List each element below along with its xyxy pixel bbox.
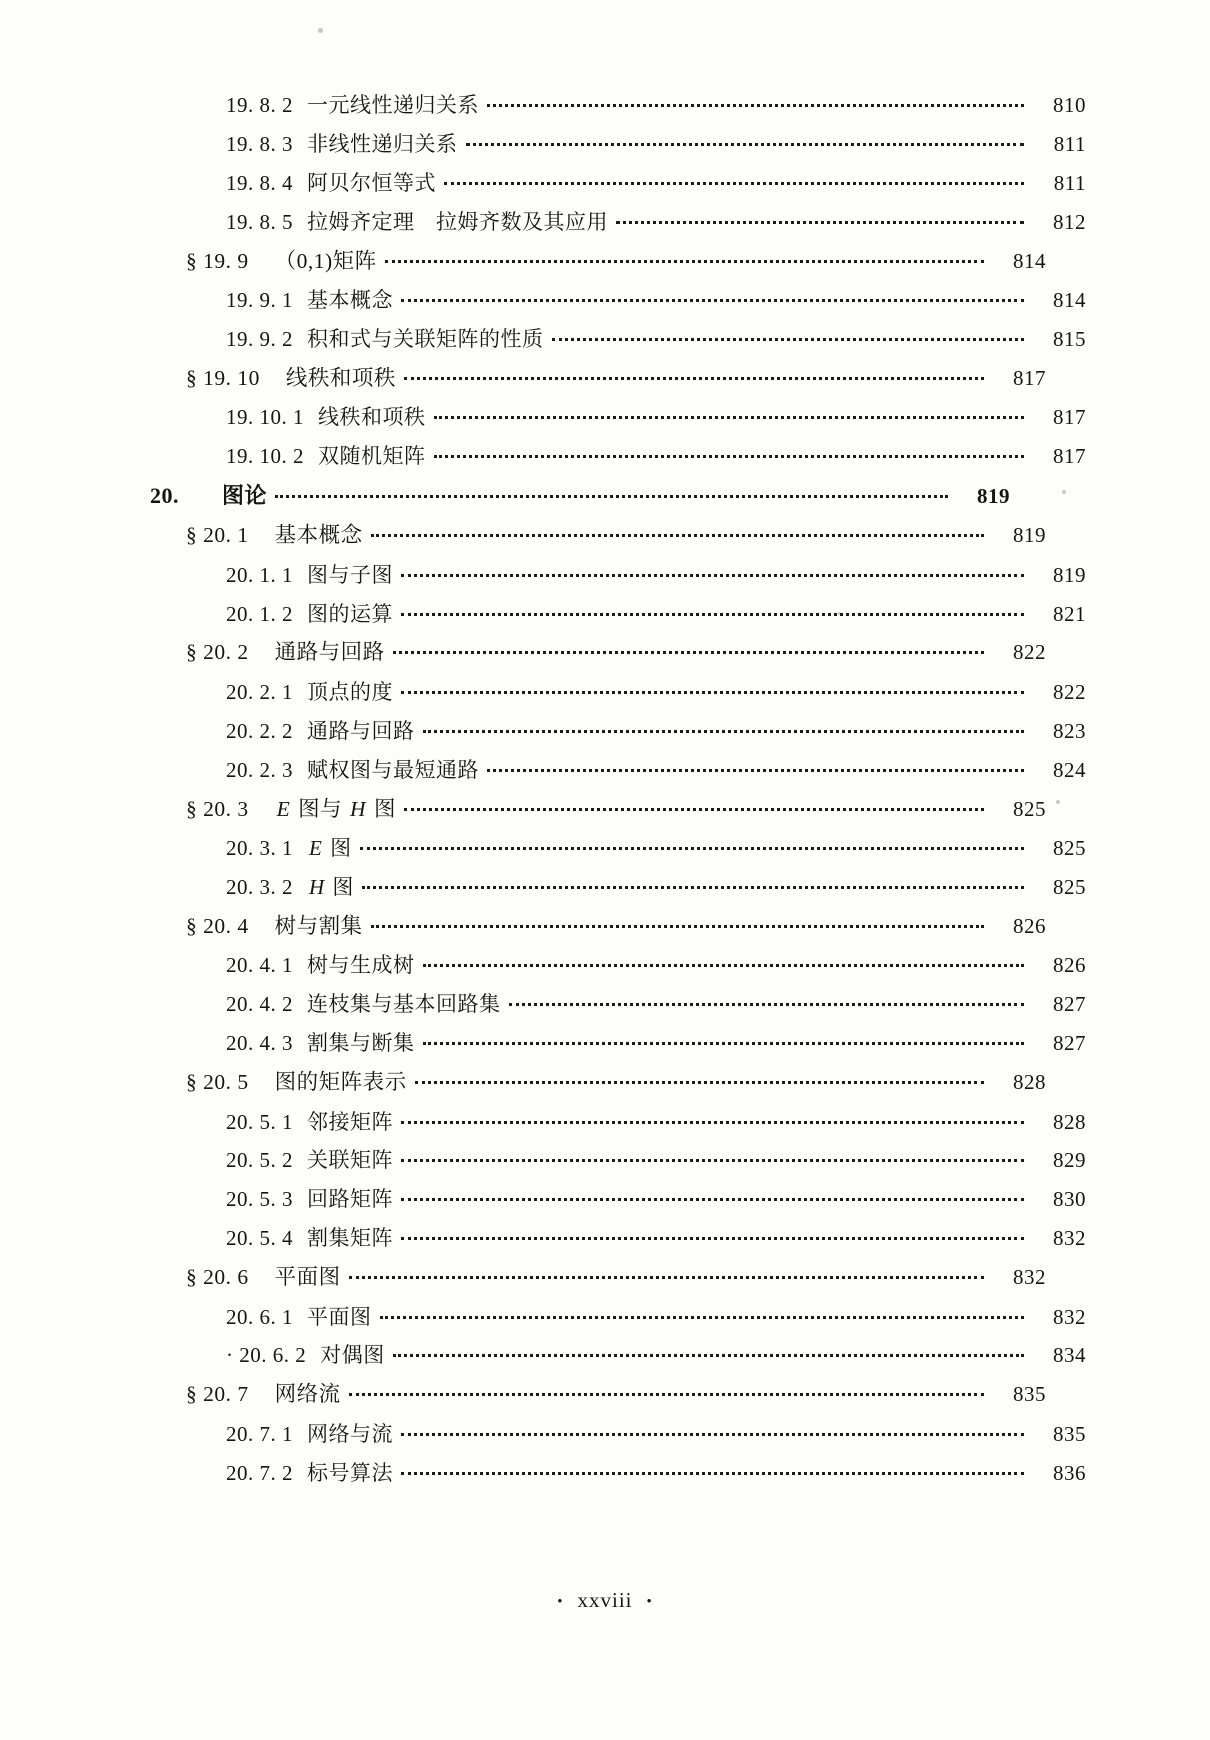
toc-leader-dots: [404, 377, 984, 380]
toc-entry-label: [226, 1225, 393, 1252]
toc-entry-page-number: 834: [1053, 1343, 1086, 1368]
math-italic-letter: E: [276, 796, 291, 821]
toc-entry-title: 线秩和项秩: [318, 405, 426, 430]
toc-entry-number: 19. 8. 4: [226, 170, 293, 195]
toc-entry-title: 拉姆齐定理 拉姆齐数及其应用: [307, 209, 608, 234]
toc-entry-label: [226, 1304, 372, 1331]
toc-entry-label: [226, 952, 415, 979]
toc-leader-dots: [434, 455, 1025, 458]
toc-leader-dots: [401, 1433, 1024, 1436]
toc-entry-label: [226, 443, 426, 470]
toc-entry[interactable]: [150, 991, 1086, 1018]
toc-entry-number: 20.: [150, 483, 179, 509]
toc-entry-title: 割集与断集: [307, 1031, 415, 1056]
toc-entry-page-number: 825: [1053, 836, 1086, 861]
toc-entry-number: § 20. 6: [186, 1265, 249, 1290]
toc-entry[interactable]: [150, 1381, 1046, 1409]
toc-entry-page-number: 835: [1013, 1382, 1046, 1407]
toc-entry-title: 图论: [222, 483, 268, 509]
toc-entry-label: [226, 718, 415, 745]
toc-entry[interactable]: [150, 1460, 1086, 1487]
toc-entry[interactable]: [150, 287, 1086, 314]
toc-entry-number: 19. 8. 2: [226, 93, 293, 117]
toc-entry-page-number: 817: [1053, 405, 1086, 430]
toc-leader-dots: [371, 925, 984, 928]
toc-entry[interactable]: [150, 874, 1086, 901]
scan-speckle: [1062, 490, 1066, 494]
toc-leader-dots: [423, 1042, 1025, 1045]
toc-entry[interactable]: [150, 679, 1086, 706]
toc-leader-dots: [616, 221, 1024, 224]
toc-entry[interactable]: [150, 835, 1086, 862]
toc-entry-number: 20. 6. 1: [226, 1304, 293, 1329]
toc-entry-number: § 19. 10: [186, 365, 260, 390]
toc-entry[interactable]: [150, 952, 1086, 979]
toc-entry-page-number: 810: [1053, 93, 1086, 117]
toc-entry-number: 20. 5. 4: [226, 1226, 293, 1251]
toc-entry-label: [226, 1109, 393, 1136]
toc-entry-page-number: 814: [1053, 288, 1086, 313]
toc-entry-title: 阿贝尔恒等式: [307, 170, 436, 195]
toc-leader-dots: [509, 1003, 1025, 1006]
toc-leader-dots: [401, 1121, 1024, 1124]
toc-leader-dots: [401, 691, 1024, 694]
toc-entry[interactable]: [150, 718, 1086, 745]
folio-right-dot: •: [646, 1593, 653, 1610]
toc-entry-number: 19. 9. 2: [226, 326, 293, 351]
toc-entry-page-number: 826: [1053, 953, 1086, 978]
toc-leader-dots: [415, 1081, 984, 1084]
toc-leader-dots: [401, 613, 1024, 616]
toc-entry-number: 19. 8. 5: [226, 209, 293, 234]
toc-entry[interactable]: [150, 404, 1086, 431]
toc-leader-dots: [385, 260, 984, 263]
toc-entry[interactable]: [150, 601, 1086, 628]
toc-entry-title: E 图: [309, 836, 352, 861]
toc-entry-label: [226, 562, 393, 589]
toc-entry[interactable]: [150, 1147, 1086, 1174]
toc-entry-page-number: 827: [1053, 992, 1086, 1017]
toc-entry[interactable]: [150, 248, 1046, 276]
toc-entry-label: [186, 365, 396, 393]
toc-entry-number: 20. 4. 1: [226, 953, 293, 978]
toc-entry-number: § 20. 4: [186, 913, 249, 938]
toc-entry[interactable]: [150, 365, 1046, 393]
toc-leader-dots: [275, 495, 948, 498]
toc-leader-dots: [423, 964, 1025, 967]
toc-entry-page-number: 832: [1053, 1226, 1086, 1251]
toc-entry-label: [226, 92, 479, 119]
toc-entry-title: 通路与回路: [307, 718, 415, 743]
toc-entry-label: [226, 1460, 393, 1487]
toc-leader-dots: [393, 651, 984, 654]
toc-entry-page-number: 811: [1053, 131, 1086, 156]
toc-leader-dots: [401, 1198, 1024, 1201]
toc-entry[interactable]: [150, 1030, 1086, 1057]
toc-entry-page-number: 812: [1053, 209, 1086, 234]
toc-entry[interactable]: [150, 1069, 1046, 1097]
math-italic-letter: H: [350, 796, 367, 821]
toc-entry-number: § 19. 9: [186, 248, 249, 273]
toc-entry-number: 19. 10. 1: [226, 405, 304, 430]
toc-entry[interactable]: [150, 209, 1086, 236]
toc-entry-page-number: 819: [1013, 523, 1046, 548]
toc-entry-page-number: 836: [1053, 1460, 1086, 1485]
toc-entry-label: [226, 287, 393, 314]
toc-entry-number: 20. 5. 3: [226, 1187, 293, 1212]
toc-entry-title: 一元线性递归关系: [307, 93, 479, 117]
toc-entry-page-number: 825: [1013, 796, 1046, 821]
toc-entry-page-number: 819: [977, 484, 1010, 509]
toc-entry-title: 图的运算: [307, 601, 393, 626]
toc-entry-page-number: 817: [1053, 444, 1086, 469]
toc-entry[interactable]: [150, 1186, 1086, 1213]
toc-leader-dots: [552, 338, 1025, 341]
toc-entry-label: [226, 170, 436, 197]
toc-entry-label: [226, 131, 458, 158]
toc-entry-title: 网络与流: [307, 1421, 393, 1446]
toc-entry-label: [226, 209, 608, 236]
scan-speckle: [1056, 800, 1060, 804]
toc-entry-title: 平面图: [307, 1304, 372, 1329]
scan-speckle: [318, 28, 323, 33]
toc-entry-number: § 20. 1: [186, 523, 249, 548]
toc-entry-label: [226, 601, 393, 628]
folio-left-dot: •: [557, 1593, 564, 1610]
toc-entry-label: [226, 874, 354, 901]
toc-leader-dots: [371, 534, 984, 537]
toc-entry-number: 19. 9. 1: [226, 288, 293, 313]
toc-leader-dots: [444, 182, 1024, 185]
toc-entry-number: 20. 2. 3: [226, 757, 293, 782]
toc-entry-page-number: 828: [1053, 1109, 1086, 1134]
toc-leader-dots: [401, 1159, 1024, 1162]
toc-entry-number: 20. 5. 1: [226, 1109, 293, 1134]
toc-leader-dots: [380, 1316, 1025, 1319]
toc-entry-title: 网络流: [274, 1382, 341, 1407]
toc-entry-label: [186, 639, 385, 667]
toc-entry-number: 20. 1. 1: [226, 562, 293, 587]
toc-entry[interactable]: [150, 1225, 1086, 1252]
toc-entry-label: [186, 796, 396, 824]
toc-leader-dots: [401, 574, 1024, 577]
toc-entry-page-number: 835: [1053, 1421, 1086, 1446]
toc-entry-label: [226, 1186, 393, 1213]
toc-entry-page-number: 811: [1053, 170, 1086, 195]
toc-entry-number: 20. 7. 1: [226, 1421, 293, 1446]
toc-entry-title: 赋权图与最短通路: [307, 757, 479, 782]
toc-leader-dots: [434, 416, 1025, 419]
toc-entry[interactable]: [150, 1304, 1086, 1331]
toc-leader-dots: [401, 299, 1024, 302]
toc-entry[interactable]: [150, 1109, 1086, 1136]
toc-entry-page-number: 825: [1053, 874, 1086, 899]
toc-entry-title: 积和式与关联矩阵的性质: [307, 326, 544, 351]
toc-entry-title: H 图: [309, 874, 354, 899]
toc-leader-dots: [362, 886, 1024, 889]
toc-entry-label: [186, 1069, 407, 1097]
math-italic-letter: E: [309, 836, 323, 861]
toc-leader-dots: [404, 808, 984, 811]
toc-entry-number: 19. 10. 2: [226, 444, 304, 469]
toc-entry[interactable]: [150, 131, 1086, 158]
toc-entry[interactable]: [150, 562, 1086, 589]
toc-entry-page-number: 829: [1053, 1148, 1086, 1173]
toc-entry[interactable]: [150, 796, 1046, 824]
toc-leader-dots: [423, 730, 1025, 733]
toc-entry-title: 双随机矩阵: [318, 444, 426, 469]
toc-entry-title: 邻接矩阵: [307, 1109, 393, 1134]
toc-entry-number: § 20. 5: [186, 1070, 249, 1094]
toc-entry-title: E 图与 H 图: [276, 796, 396, 821]
toc-entry-page-number: 819: [1053, 562, 1086, 587]
toc-entry-label: [226, 1421, 393, 1448]
toc-entry[interactable]: [150, 757, 1086, 784]
toc-entry-title: 基本概念: [274, 523, 363, 548]
toc-entry-number: 20. 1. 2: [226, 601, 293, 626]
toc-entry-title: 顶点的度: [307, 679, 393, 704]
toc-entry-title: 标号算法: [307, 1460, 393, 1485]
toc-entry-page-number: 827: [1053, 1031, 1086, 1056]
toc-leader-dots: [487, 104, 1024, 107]
toc-entry-label: [150, 482, 267, 510]
toc-entry-label: [186, 522, 363, 550]
toc-entry-page-number: 817: [1013, 365, 1046, 390]
toc-leader-dots: [401, 1237, 1024, 1240]
toc-entry-label: [226, 757, 479, 784]
toc-entry[interactable]: [150, 913, 1046, 941]
toc-entry[interactable]: [150, 522, 1046, 550]
toc-entry-label: [226, 835, 352, 862]
toc-entry-title: 树与生成树: [307, 953, 415, 978]
toc-entry-page-number: 822: [1053, 679, 1086, 704]
toc-entry-page-number: 815: [1053, 326, 1086, 351]
toc-entry-title: 图与子图: [307, 562, 393, 587]
toc-entry-title: （0,1)矩阵: [274, 248, 377, 273]
toc-entry-number: 20. 4. 3: [226, 1031, 293, 1056]
toc-entry-number: · 20. 6. 2: [226, 1343, 307, 1368]
toc-entry-label: [226, 1030, 415, 1057]
toc-entry-title: 非线性递归关系: [307, 131, 458, 156]
toc-entry-title: 连枝集与基本回路集: [307, 992, 501, 1017]
toc-entry-label: [226, 1342, 385, 1369]
toc-entry[interactable]: [150, 326, 1086, 353]
toc-entry[interactable]: [150, 1421, 1086, 1448]
toc-entry-label: [226, 679, 393, 706]
toc-entry-number: 20. 5. 2: [226, 1148, 293, 1173]
toc-entry-label: [186, 248, 377, 276]
toc-entry-number: § 20. 2: [186, 640, 249, 665]
toc-entry-label: [186, 913, 363, 941]
toc-entry-page-number: 814: [1013, 248, 1046, 273]
toc-entry-label: [226, 1147, 393, 1174]
toc-leader-dots: [349, 1276, 984, 1279]
toc-leader-dots: [393, 1354, 1024, 1357]
toc-entry-label: [186, 1264, 341, 1292]
toc-leader-dots: [487, 769, 1024, 772]
toc-entry-number: § 20. 7: [186, 1382, 249, 1407]
toc-entry-label: [226, 404, 426, 431]
toc-leader-dots: [401, 1472, 1024, 1475]
toc-entry-page-number: 822: [1013, 640, 1046, 665]
toc-entry-number: 20. 4. 2: [226, 992, 293, 1017]
toc-entry-title: 对偶图: [320, 1343, 385, 1368]
toc-entry-number: § 20. 3: [186, 796, 249, 821]
toc-entry[interactable]: [150, 482, 1010, 510]
toc-entry-title: 树与割集: [274, 913, 363, 938]
toc-entry-title: 回路矩阵: [307, 1187, 393, 1212]
toc-entry-title: 割集矩阵: [307, 1226, 393, 1251]
toc-entry-title: 图的矩阵表示: [274, 1070, 407, 1094]
toc-entry-number: 19. 8. 3: [226, 131, 293, 156]
toc-entry-label: [186, 1381, 341, 1409]
page-folio: [0, 1588, 1210, 1613]
toc-entry-title: 关联矩阵: [307, 1148, 393, 1173]
toc-entry-title: 通路与回路: [274, 640, 385, 665]
toc-entry[interactable]: [150, 170, 1086, 197]
toc-entry-page-number: 828: [1013, 1070, 1046, 1094]
table-of-contents: [150, 92, 1086, 1499]
toc-entry-page-number: 832: [1013, 1265, 1046, 1290]
toc-entry[interactable]: [150, 1342, 1086, 1369]
toc-entry[interactable]: [150, 92, 1086, 119]
folio-page-number: xxviii: [577, 1588, 633, 1612]
math-italic-letter: H: [309, 874, 325, 899]
toc-entry[interactable]: [150, 639, 1046, 667]
toc-entry-page-number: 830: [1053, 1187, 1086, 1212]
toc-entry[interactable]: [150, 1264, 1046, 1292]
toc-entry-label: [226, 326, 544, 353]
toc-entry-title: 基本概念: [307, 288, 393, 313]
toc-entry-number: 20. 3. 2: [226, 874, 293, 899]
toc-entry-page-number: 821: [1053, 601, 1086, 626]
toc-entry[interactable]: [150, 443, 1086, 470]
toc-entry-number: 20. 2. 2: [226, 718, 293, 743]
toc-entry-number: 20. 7. 2: [226, 1460, 293, 1485]
toc-entry-label: [226, 991, 501, 1018]
toc-leader-dots: [349, 1393, 984, 1396]
toc-leader-dots: [466, 143, 1025, 146]
toc-entry-title: 线秩和项秩: [285, 365, 396, 390]
toc-leader-dots: [360, 847, 1024, 850]
toc-entry-page-number: 832: [1053, 1304, 1086, 1329]
toc-entry-page-number: 823: [1053, 718, 1086, 743]
toc-entry-page-number: 824: [1053, 757, 1086, 782]
toc-entry-title: 平面图: [274, 1265, 341, 1290]
toc-entry-number: 20. 2. 1: [226, 679, 293, 704]
toc-entry-number: 20. 3. 1: [226, 836, 293, 861]
toc-entry-page-number: 826: [1013, 913, 1046, 938]
